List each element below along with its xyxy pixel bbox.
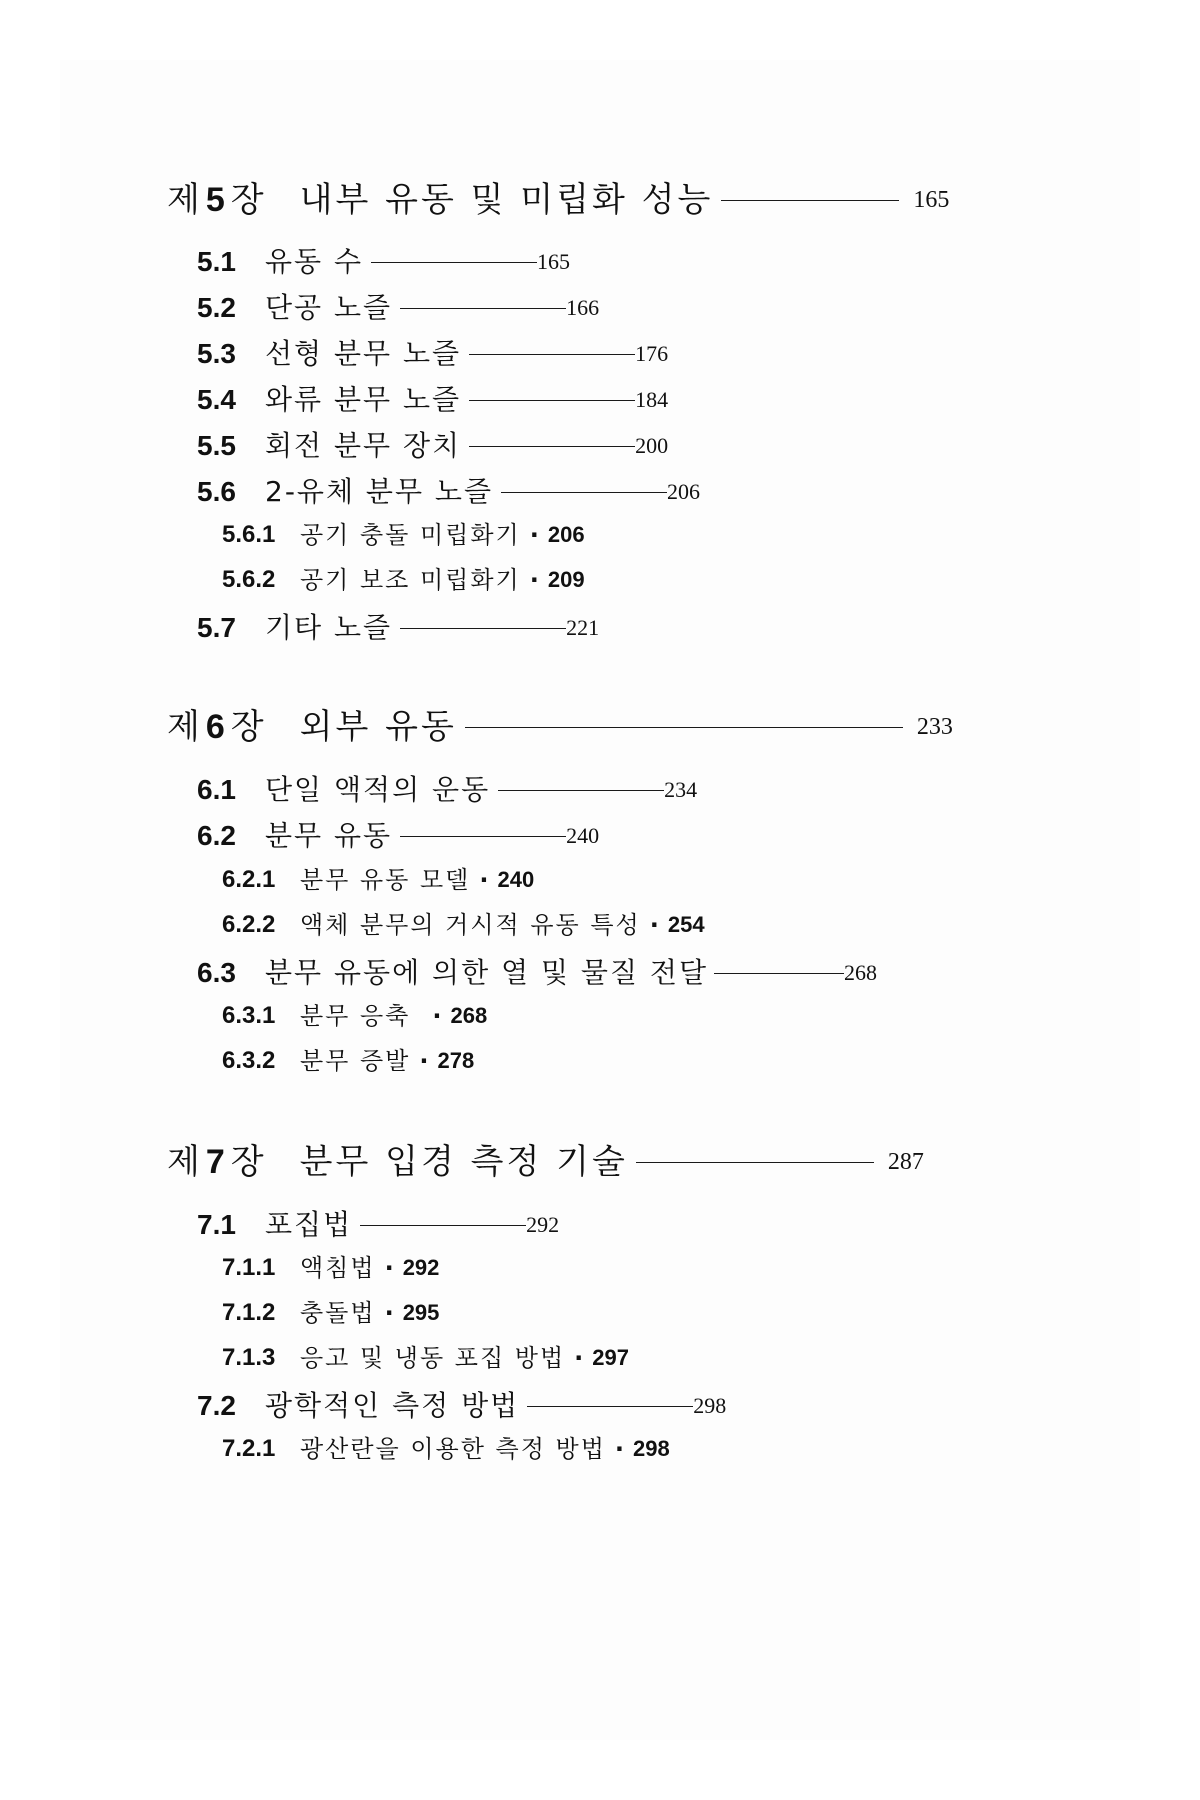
page-number: 240 <box>566 823 600 848</box>
bullet-separator: · <box>432 1002 442 1030</box>
section-number: 5.7 <box>197 612 236 643</box>
chapter-title: 분무 입경 측정 기술 <box>299 1142 628 1182</box>
page-number: 287 <box>887 1149 924 1175</box>
dot-leader <box>721 200 899 201</box>
section-number: 7.1 <box>197 1209 236 1240</box>
section-number: 6.3 <box>197 957 236 988</box>
toc-entry-6-3-1[interactable] <box>222 1004 487 1028</box>
toc-entry-5-6[interactable] <box>197 475 701 508</box>
dot-leader <box>371 262 537 263</box>
chapter-title: 외부 유동 <box>299 707 457 747</box>
subsection-number: 6.2.2 <box>222 911 276 938</box>
section-number: 5.1 <box>197 246 236 277</box>
chapter-number: 제 6 장 <box>167 707 264 747</box>
dot-leader <box>465 727 903 728</box>
section-title: 분무 유동에 의한 열 및 물질 전달 <box>265 956 709 989</box>
subsection-title: 충돌법 <box>300 1299 376 1327</box>
toc-entry-5-2[interactable] <box>197 291 600 324</box>
bullet-separator: · <box>384 1254 394 1282</box>
page-number: 292 <box>402 1255 440 1280</box>
toc-entry-5-3[interactable] <box>197 337 669 370</box>
subsection-title: 분무 유동 모델 <box>300 866 471 894</box>
subsection-number: 7.1.1 <box>222 1254 276 1281</box>
chapter-6-heading[interactable] <box>167 707 953 747</box>
page-number: 184 <box>635 387 669 412</box>
chapter-7-heading[interactable] <box>167 1142 924 1182</box>
chapter-5-heading[interactable] <box>167 180 950 220</box>
section-title: 유동 수 <box>265 245 364 278</box>
toc-entry-6-2-1[interactable] <box>222 868 534 892</box>
subsection-number: 6.2.1 <box>222 866 276 893</box>
page-number: 234 <box>664 777 698 802</box>
toc-entry-7-1-2[interactable] <box>222 1301 439 1325</box>
page-number: 292 <box>526 1212 560 1237</box>
dot-leader <box>469 446 635 447</box>
page-number: 165 <box>913 187 950 213</box>
section-title: 광학적인 측정 방법 <box>265 1389 520 1422</box>
section-title: 선형 분무 노즐 <box>265 337 462 370</box>
page-number: 233 <box>916 714 953 740</box>
section-number: 5.2 <box>197 292 236 323</box>
page-number: 254 <box>667 912 705 937</box>
section-number: 6.2 <box>197 820 236 851</box>
chapter-number: 제 5 장 <box>167 180 264 220</box>
chapter-title: 내부 유동 및 미립화 성능 <box>299 180 714 220</box>
subsection-title: 분무 증발 <box>300 1047 411 1075</box>
page-number: 268 <box>844 960 878 985</box>
toc-entry-5-6-2[interactable] <box>222 568 585 592</box>
section-number: 7.2 <box>197 1390 236 1421</box>
subsection-number: 5.6.2 <box>222 566 276 593</box>
dot-leader <box>400 836 566 837</box>
section-number: 5.6 <box>197 476 236 507</box>
subsection-title: 액체 분무의 거시적 유동 특성 <box>300 911 641 939</box>
page-number: 298 <box>633 1436 670 1461</box>
section-number: 6.1 <box>197 774 236 805</box>
page-number: 206 <box>547 522 585 547</box>
toc-entry-6-3-2[interactable] <box>222 1049 474 1073</box>
page-number: 165 <box>537 249 571 274</box>
page-number: 166 <box>566 295 600 320</box>
subsection-title: 응고 및 냉동 포집 방법 <box>300 1344 566 1372</box>
subsection-number: 6.3.2 <box>222 1047 276 1074</box>
toc-entry-7-1-1[interactable] <box>222 1256 439 1280</box>
toc-entry-5-6-1[interactable] <box>222 523 585 547</box>
toc-entry-7-1-3[interactable] <box>222 1346 629 1370</box>
dot-leader <box>469 354 635 355</box>
subsection-number: 5.6.1 <box>222 521 276 548</box>
page-number: 298 <box>693 1393 727 1418</box>
section-title: 분무 유동 <box>265 819 393 852</box>
page-number: 176 <box>635 341 669 366</box>
dot-leader <box>636 1162 874 1163</box>
dot-leader <box>498 790 664 791</box>
dot-leader <box>400 628 566 629</box>
section-title: 와류 분무 노즐 <box>265 383 462 416</box>
bullet-separator: · <box>574 1344 584 1372</box>
bullet-separator: · <box>649 911 659 939</box>
section-title: 기타 노즐 <box>265 611 393 644</box>
subsection-title: 액침법 <box>300 1254 376 1282</box>
toc-entry-5-4[interactable] <box>197 383 669 416</box>
subsection-number: 6.3.1 <box>222 1002 276 1029</box>
page-number: 297 <box>592 1345 630 1370</box>
subsection-number: 7.2.1 <box>222 1435 276 1462</box>
section-title: 단일 액적의 운동 <box>265 773 491 806</box>
toc-entry-5-5[interactable] <box>197 429 669 462</box>
toc-entry-6-3[interactable] <box>197 956 878 989</box>
subsection-title: 광산란을 이용한 측정 방법 <box>300 1435 606 1463</box>
dot-leader <box>527 1406 693 1407</box>
section-number: 5.3 <box>197 338 236 369</box>
toc-entry-7-2[interactable] <box>197 1389 727 1422</box>
page-number: 221 <box>566 615 600 640</box>
bullet-separator: · <box>479 866 489 894</box>
page-number: 268 <box>450 1003 488 1028</box>
toc-entry-5-1[interactable] <box>197 245 571 278</box>
page-number: 209 <box>547 567 585 592</box>
section-title: 포집법 <box>265 1208 353 1241</box>
dot-leader <box>400 308 566 309</box>
section-number: 5.4 <box>197 384 236 415</box>
toc-entry-6-2-2[interactable] <box>222 913 705 937</box>
page-number: 295 <box>402 1300 440 1325</box>
subsection-number: 7.1.2 <box>222 1299 276 1326</box>
dot-leader <box>714 973 844 974</box>
toc-entry-7-1[interactable] <box>197 1208 560 1241</box>
subsection-title: 공기 보조 미립화기 <box>300 566 521 594</box>
toc-entry-5-7[interactable] <box>197 611 600 644</box>
page-number: 240 <box>497 867 535 892</box>
section-title: 2-유체 분무 노즐 <box>265 475 494 508</box>
page-number: 278 <box>437 1048 475 1073</box>
page-number: 206 <box>667 479 701 504</box>
section-number: 5.5 <box>197 430 236 461</box>
bullet-separator: · <box>419 1047 429 1075</box>
chapter-number: 제 7 장 <box>167 1142 264 1182</box>
dot-leader <box>469 400 635 401</box>
bullet-separator: · <box>529 566 539 594</box>
dot-leader <box>501 492 667 493</box>
dot-leader <box>360 1225 526 1226</box>
page-number: 200 <box>635 433 669 458</box>
toc-entry-6-1[interactable] <box>197 773 698 806</box>
subsection-number: 7.1.3 <box>222 1344 276 1371</box>
section-title: 단공 노즐 <box>265 291 393 324</box>
bullet-separator: · <box>529 521 539 549</box>
subsection-title: 분무 응축 <box>300 1002 411 1030</box>
subsection-title: 공기 충돌 미립화기 <box>300 521 521 549</box>
section-title: 회전 분무 장치 <box>265 429 462 462</box>
bullet-separator: · <box>614 1435 625 1463</box>
toc-entry-6-2[interactable] <box>197 819 600 852</box>
toc-entry-7-2-1[interactable] <box>222 1437 670 1461</box>
bullet-separator: · <box>384 1299 394 1327</box>
